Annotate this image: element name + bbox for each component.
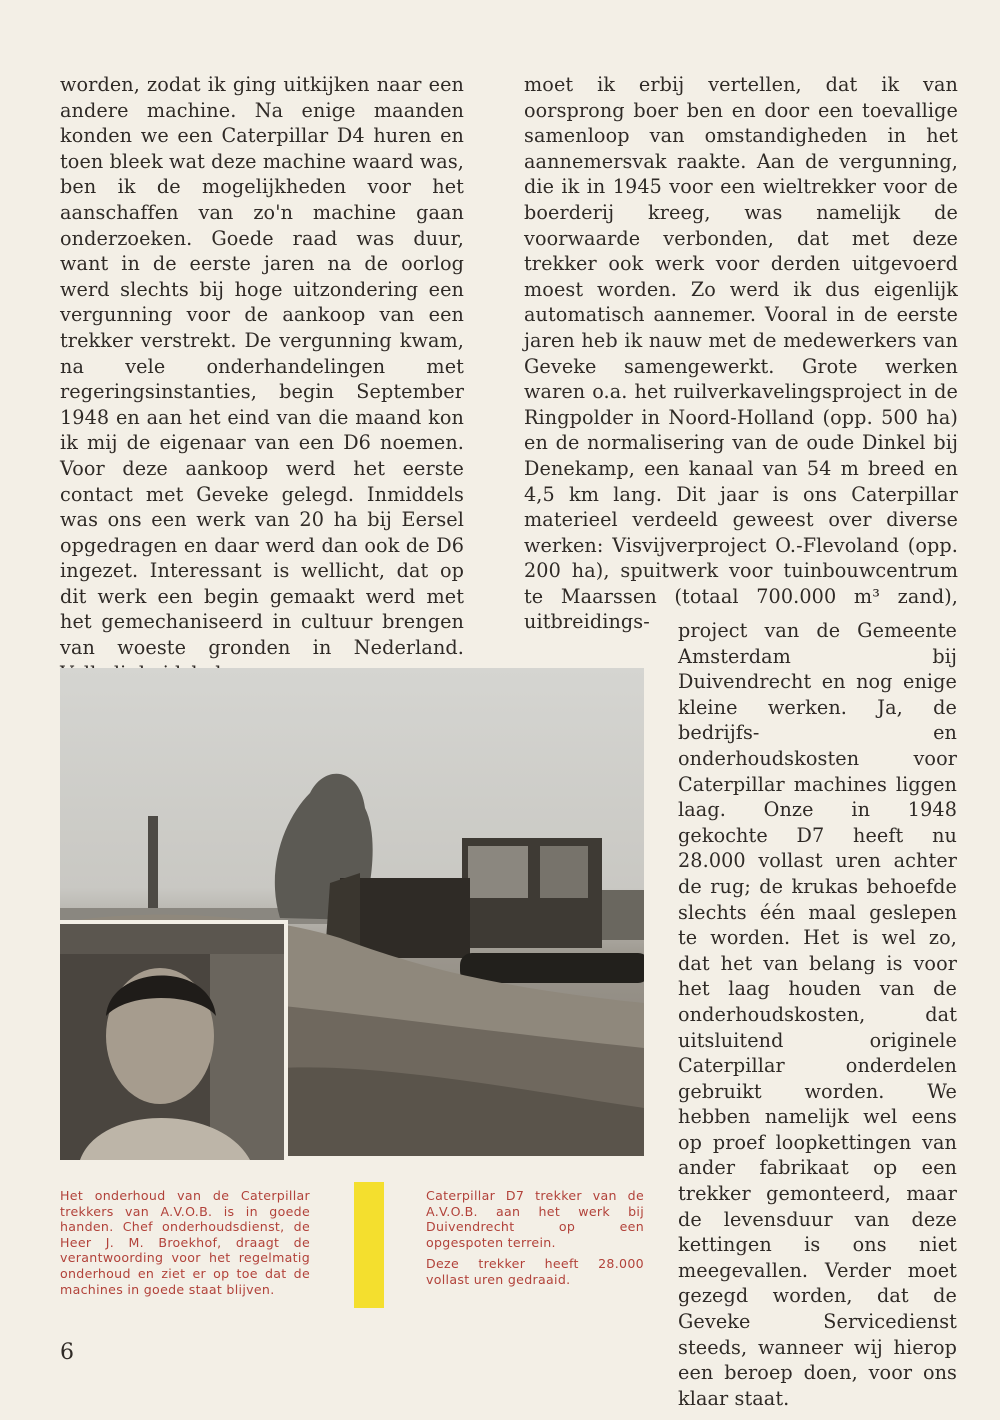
caption-bulldozer-text-2: Deze trekker heeft 28.000 vollast uren gedraaid. xyxy=(426,1256,644,1287)
portrait-illustration xyxy=(60,924,284,1160)
article-column-right-top xyxy=(524,72,958,635)
article-text-left: worden, zodat ik ging uitkijken naar een andere machine. Na enige maanden konden we een Caterpillar D4 huren en toen bleek wat deze machine waard was, ben ik de mogelijkheden voor het aanschaffen van zo'n machine gaan onderzoeken. Goede raad was duur, want in de eerste jaren na de oorlog werd slechts bij hoge uitzondering een vergunning voor de aankoop van een trekker verstrekt. De vergunning kwam, na vele onderhandelingen met regeringsinstanties, begin September 1948 en aan het eind van die maand kon ik mij de eigenaar van een D6 noemen. Voor deze aankoop werd het eerste contact met Geveke gelegd. Inmiddels was ons een werk van 20 ha bij Eersel opgedragen en daar werd dan ook de D6 ingezet. Interessant is wellicht, dat op dit werk een begin gemaakt werd met het gemechaniseerd in cultuur brengen van woeste gronden in Nederland. xyxy=(60,73,464,660)
article-text-right-top: moet ik erbij vertellen, dat ik van oorsprong boer ben en door een toevallige samenloop van omstandigheden in het aannemersvak raakte. Aan de vergunning, die ik in 1945 voor een wieltrekker voor de boerderij kreeg, was namelijk de voorwaarde verbonden, dat met deze trekker ook werk voor derden uitgevoerd moest worden. Zo werd ik dus eigenlijk automatisch aannemer. Vooral in de eerste jaren heb ik nauw met de medewerkers van Geveke samengewerkt. Grote werken waren o.a. het ruilverkavelingsproject in de Ringpolder in Noord-Holland (opp. 500 ha) en de normalisering van de oude Dinkel bij Denekamp, een kanaal van 54 m breed en 4,5 km lang. Dit jaar is ons Caterpillar materieel verdeeld geweest over diverse werken: Visvijverproject O.-Flevoland (opp. 200 ha), spuitwerk voor tuinbouwcentrum te Maarssen (totaal 700.000 m³ zand), uitbreidings- xyxy=(524,73,958,634)
article-column-right-bottom xyxy=(678,618,957,1411)
caption-portrait-text: Het onderhoud van de Caterpillar trekkers van A.V.O.B. is in goede handen. Chef onderhoudsdienst, de Heer J. M. Broekhof, draagt de verantwoording voor het regelmatig onderhoud en ziet er op toe dat de machines in goede staat blijven. xyxy=(60,1188,310,1297)
caption-bulldozer xyxy=(426,1188,644,1288)
caption-bulldozer-text-1: Caterpillar D7 trekker van de A.V.O.B. aan het werk bij Duivendrecht op een opgespoten terrein. xyxy=(426,1188,644,1250)
caption-portrait xyxy=(60,1188,310,1297)
portrait-photo xyxy=(60,920,288,1160)
article-column-left xyxy=(60,72,464,686)
accent-bar xyxy=(354,1182,384,1308)
article-text-right-bottom: project van de Gemeente Amsterdam bij Duivendrecht en nog enige kleine werken. Ja, de bedrijfs- en onderhoudskosten voor Caterpillar machines liggen laag. Onze in 1948 gekochte D7 heeft nu 28.000 vollast uren achter de rug; de krukas behoefde slechts één maal geslepen te worden. Het is wel zo, dat het van belang is voor het laag houden van de onderhoudskosten, dat uitsluitend originele Caterpillar onderdelen gebruikt worden. We hebben namelijk wel eens op proef loopkettingen van ander fabrikaat op een trekker gemonteerd, maar de levensduur van deze kettingen is ons niet meegevallen. Verder moet gezegd worden, dat de Geveke Servicedienst steeds, wanneer wij hierop een beroep doen, voor ons klaar staat. xyxy=(678,619,957,1410)
page-number: 6 xyxy=(60,1340,74,1365)
